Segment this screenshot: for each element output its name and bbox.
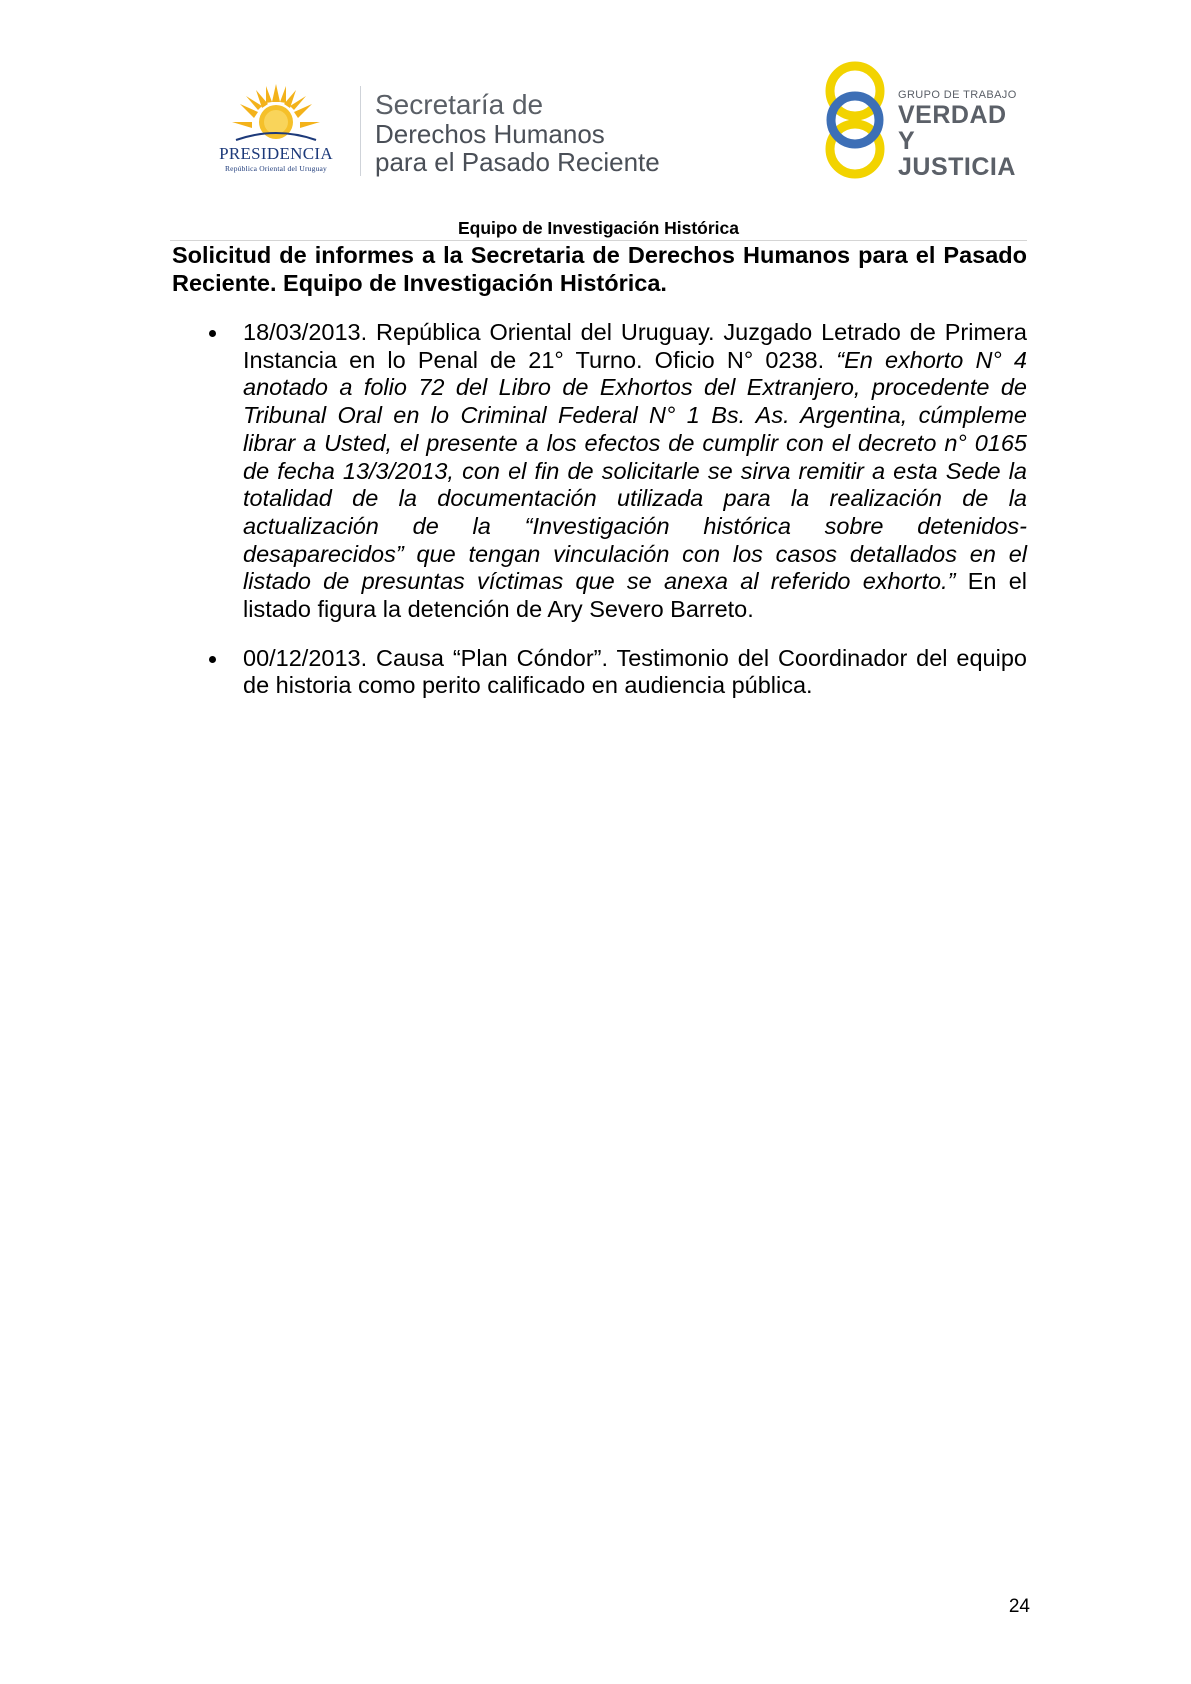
secretaria-logo [375, 90, 660, 176]
secretaria-line1: Secretaría de [375, 89, 544, 120]
list-item [172, 319, 1027, 624]
secretaria-line2: Derechos Humanos [375, 119, 605, 149]
presidencia-name: PRESIDENCIA [219, 144, 333, 163]
page-number: 24 [1008, 1596, 1030, 1617]
verdad-justicia-logo [822, 58, 1022, 188]
bullet-list [172, 319, 1027, 721]
list-item [172, 645, 1027, 700]
vj-line1: GRUPO DE TRABAJO [898, 89, 1017, 101]
page-header [0, 0, 1191, 200]
bullet-lead: 18/03/2013. República Oriental del Uruguay. Juzgado Letrado de Primera Instancia en lo Penal de 21° Turno. Oficio N° 0238. [243, 319, 1027, 373]
logo-divider [360, 86, 361, 176]
bullet-lead: 00/12/2013. Causa “Plan Cóndor”. Testimonio del Coordinador del equipo de historia como perito calificado en audiencia pública. [243, 644, 1027, 699]
bullet-quote: “En exhorto N° 4 anotado a folio 72 del Libro de Exhortos del Extranjero, procedente de Tribunal Oral en lo Criminal Federal N° 1 Bs. As. Argentina, cúmpleme librar a Usted, el presente a los efectos de cumplir con el decreto n° 0165 de fecha 13/3/2013, con el fin de solicitarle se sirva remitir a esta Sede la totalidad de la documentación utilizada para la realización de la actualización de la “Investigación histórica sobre detenidos- desaparecidos” que tengan vinculación con los casos detallados en el listado de presuntas víctimas que se anexa al referido exhorto.” [243, 346, 1027, 595]
bullet-icon [209, 330, 216, 337]
bullet-tail: En el listado figura la detención de Ary Severo Barreto. [243, 568, 1028, 623]
bullet-icon [209, 656, 216, 663]
linked-rings-icon [822, 58, 888, 182]
sun-emblem-icon [226, 82, 326, 144]
presidencia-subtitle: República Oriental del Uruguay [224, 164, 327, 173]
vj-line3: JUSTICIA [898, 153, 1016, 181]
presidencia-logo [196, 82, 356, 182]
verdad-justicia-wordmark [898, 88, 1022, 180]
section-title: Solicitud de informes a la Secretaria de Derechos Humanos para el Pasado Reciente. Equipo de Investigación Histórica. [172, 242, 1027, 296]
secretaria-line3: para el Pasado Reciente [375, 147, 660, 177]
vj-line2: VERDAD Y [898, 101, 1007, 155]
running-header: Equipo de Investigación Histórica [457, 218, 740, 238]
